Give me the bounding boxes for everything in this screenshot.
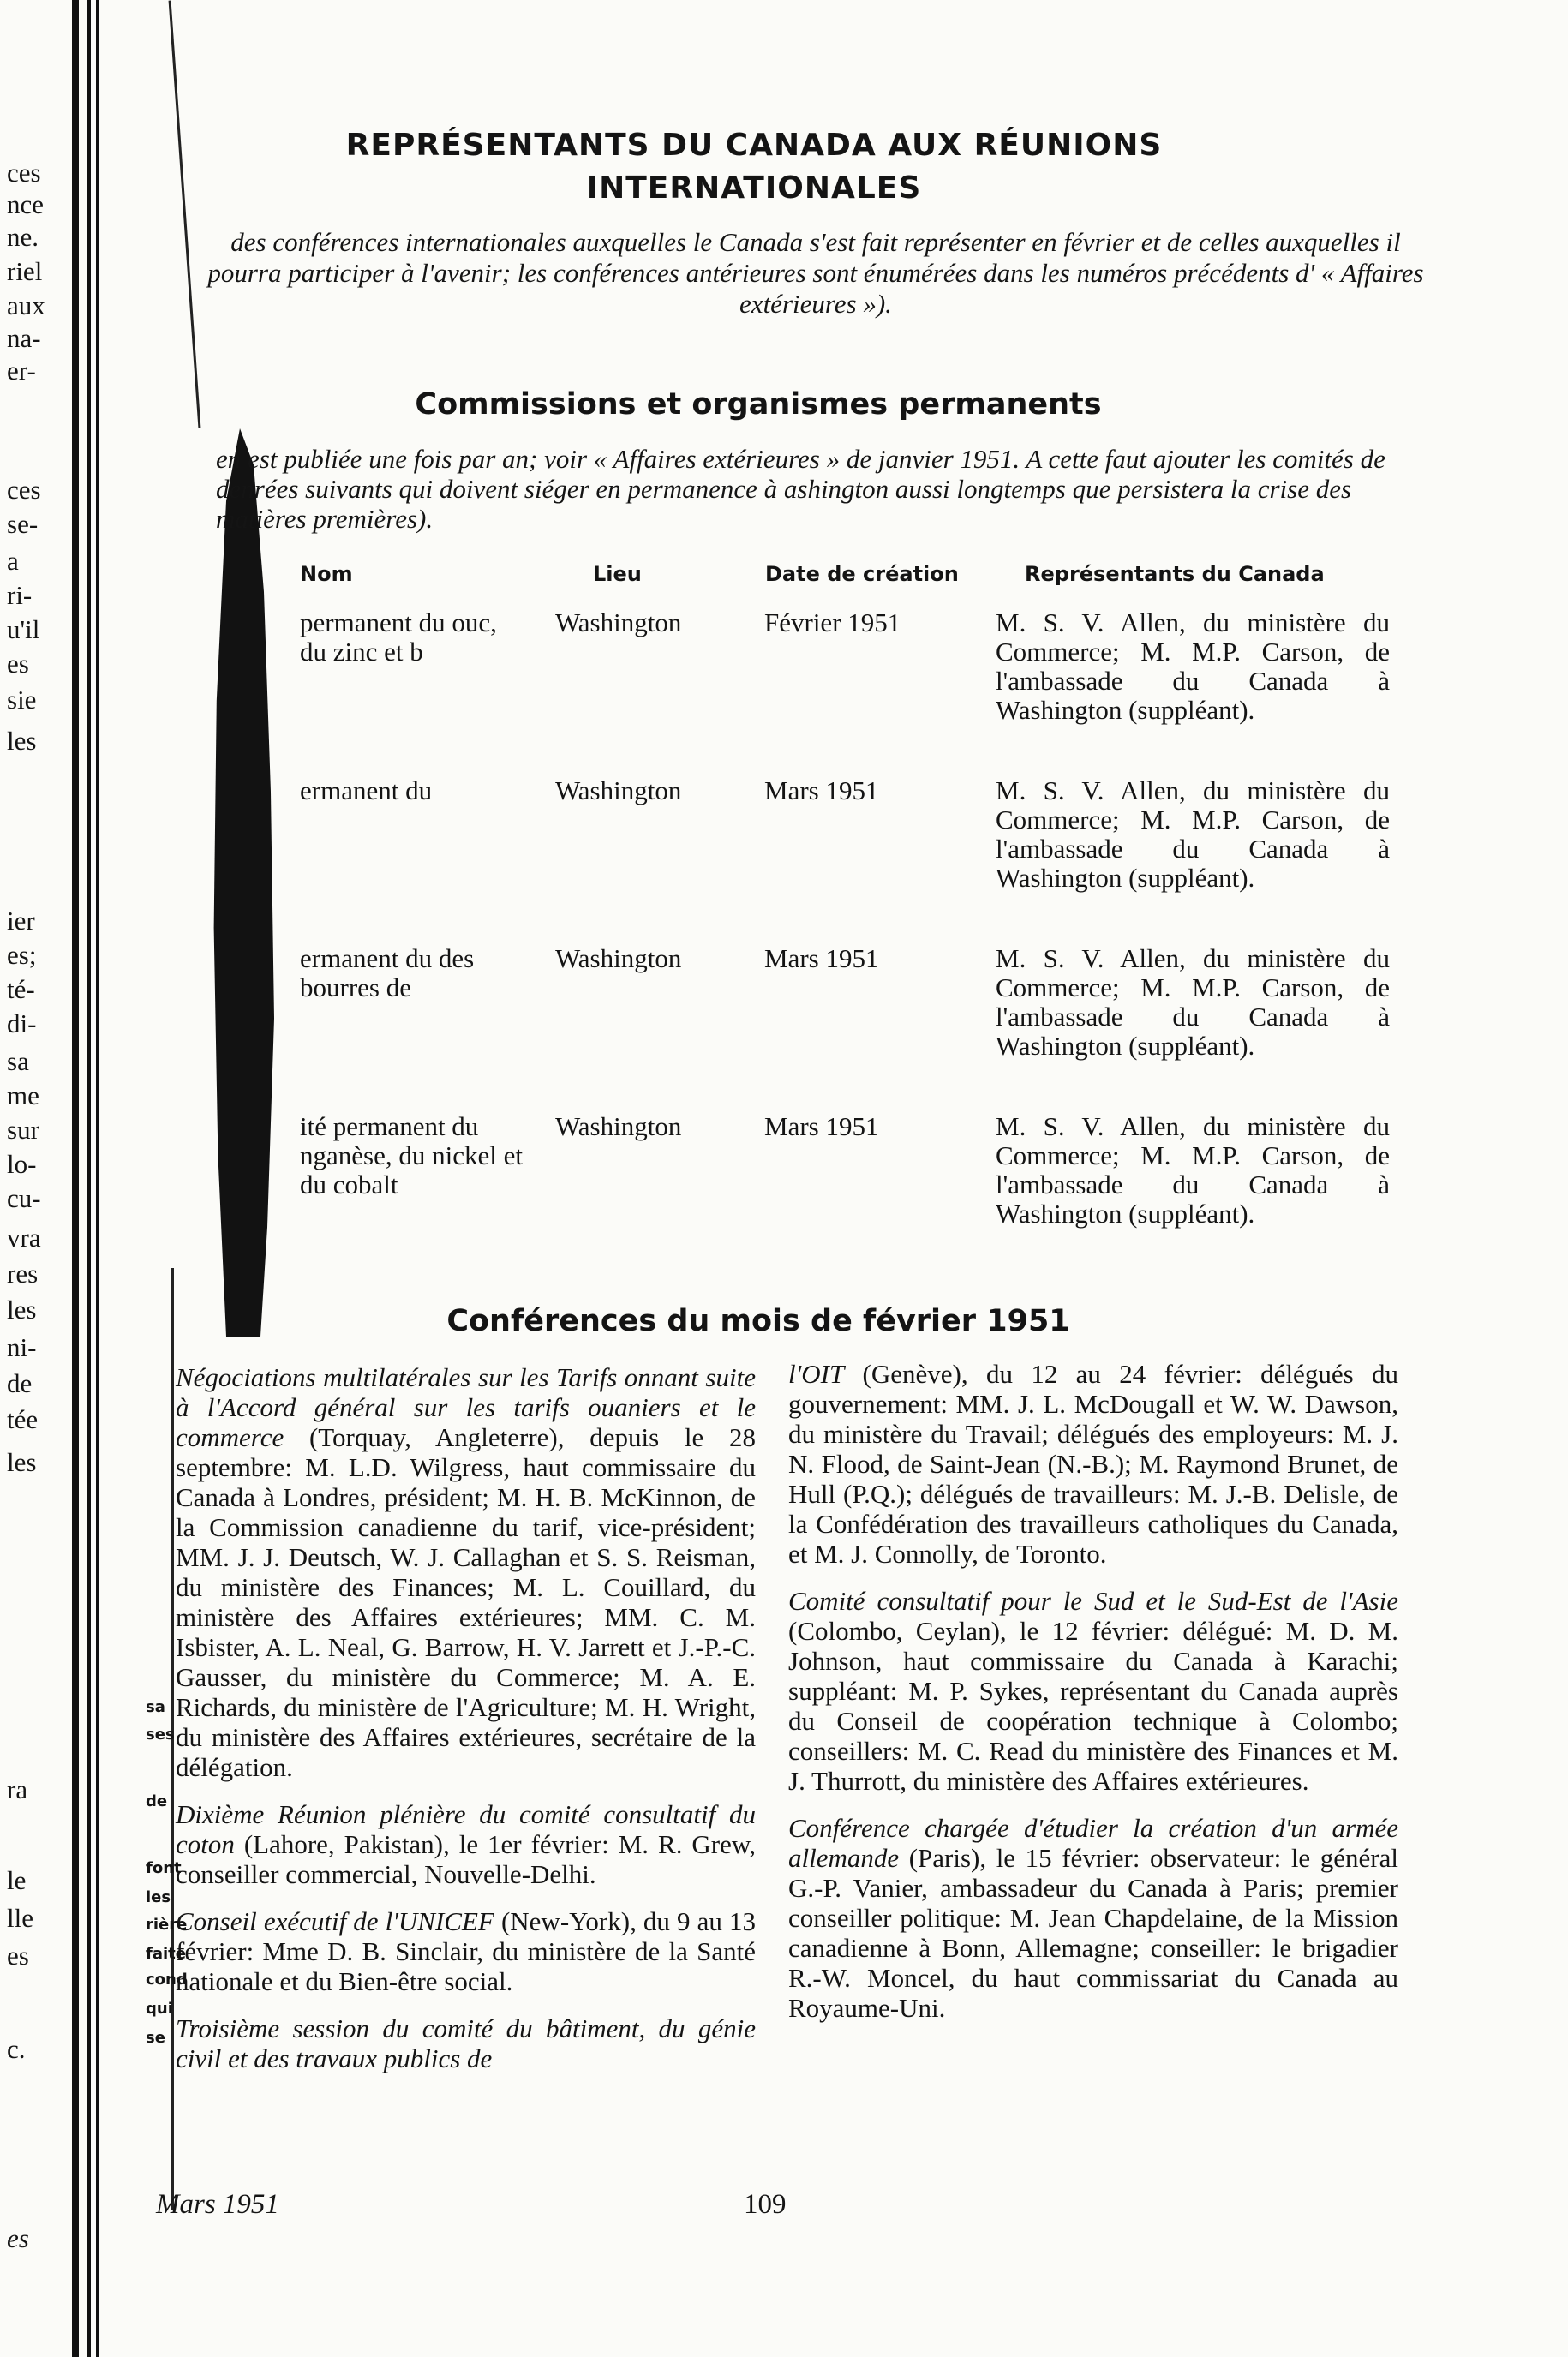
margin-fragment: a (7, 546, 19, 576)
margin-fragment: rière (146, 1916, 188, 1934)
margin-fragment: ier (7, 906, 35, 936)
conference-entry (176, 1799, 756, 1889)
torn-edge-line (169, 1, 201, 428)
table-cell-date: Mars 1951 (764, 775, 879, 805)
commissions-note: en est publiée une fois par an; voir « Affaires extérieures » de janvier 1951. A cette faut ajouter les comités de denrées suivants qui doivent siéger en permanence à ashington aussi longtemps que persistera la crise des matières premières). (216, 444, 1385, 534)
margin-fragment: c. (7, 2034, 26, 2064)
conference-name: Conseil exécutif de l'UNICEF (176, 1906, 494, 1936)
margin-fragment: les (7, 1447, 37, 1477)
margin-fragment: cu- (7, 1183, 41, 1213)
margin-fragment: cond (146, 1971, 188, 1989)
margin-fragment: es; (7, 940, 37, 970)
margin-fragment: ni- (7, 1332, 37, 1362)
margin-fragment: les (7, 726, 37, 756)
table-cell-nom: ermanent du (300, 775, 433, 805)
table-cell-representants: M. S. V. Allen, du ministère du Commerce; M. M.P. Carson, de l'ambassade du Canada à Washington (suppléant). (996, 775, 1390, 893)
margin-fragment: les (146, 1888, 171, 1906)
margin-fragment: de (7, 1368, 33, 1398)
conference-details: (Torquay, Angleterre), depuis le 28 septembre: M. L.D. Wilgress, haut commissaire du Canada à Londres, président; M. H. B. McKinnon, de la Commission canadienne du tarif, vice-président; MM. J. J. Deutsch, W. J. Callaghan et S. S. Reisman, du ministère des Finances; M. L. Couillard, du ministère des Affaires extérieures; MM. C. M. Isbister, A. L. Neal, G. Barrow, H. V. Jarrett et J.-P.-C. Gausser, du ministère du Commerce; M. A. E. Richards, du ministère de l'Agriculture; M. H. Wright, du ministère des Affaires extérieures, secrétaire de la délégation. (176, 1422, 756, 1782)
conference-details: (Colombo, Ceylan), le 12 février: délégué: M. D. M. Johnson, haut commissaire du Canada à Karachi; suppléant: M. P. Sykes, représentant du Canada auprès du Conseil de coopération technique à Colombo; conseillers: M. C. Read du ministère des Finances et M. J. Thurrott, du ministère des Affaires extérieures. (788, 1616, 1398, 1796)
margin-fragment: aux (7, 290, 45, 320)
margin-fragment: tée (7, 1404, 39, 1434)
binding-edge-bar (72, 0, 79, 2357)
margin-fragment: u'il (7, 614, 40, 644)
margin-fragment: qui (146, 2000, 173, 2018)
margin-fragment: ri- (7, 580, 33, 610)
margin-fragment: di- (7, 1008, 37, 1038)
table-cell-representants: M. S. V. Allen, du ministère du Commerce; M. M.P. Carson, de l'ambassade du Canada à Washington (suppléant). (996, 943, 1390, 1061)
table-cell-lieu: Washington (555, 1111, 682, 1141)
conference-name: Troisième session du comité du bâtiment, du génie civil et des travaux publics de (176, 2013, 756, 2073)
conferences-heading: Conférences du mois de février 1951 (446, 1304, 1070, 1338)
margin-fragment: font (146, 1859, 182, 1877)
column-header-nom: Nom (300, 562, 353, 586)
conference-name: Conférence chargée d'étudier la création d'un armée allemande (788, 1813, 1398, 1873)
conference-name: Comité consultatif pour le Sud et le Sud-Est de l'Asie (788, 1586, 1398, 1616)
table-cell-date: Février 1951 (764, 607, 901, 637)
margin-fragment: sa (7, 1046, 29, 1076)
conference-details: (Paris), le 15 février: observateur: le général G.-P. Vanier, ambassadeur du Canada à Paris; premier conseiller politique: M. Jean Chapdelaine, de la Mission canadienne à Bonn, Allemagne; conseiller: le brigadier R.-W. Moncel, du haut commissariat du Canada au Royaume-Uni. (788, 1843, 1398, 2023)
table-cell-nom: permanent du ouc, du zinc et b (300, 607, 497, 667)
margin-fragment: es (7, 649, 29, 679)
conference-name: Négociations multilatérales sur les Tarifs onnant suite à l'Accord général sur les tarifs ouaniers et le commerce (176, 1362, 756, 1452)
margin-fragment: es (7, 2223, 29, 2253)
conference-entry (176, 2013, 756, 2073)
conference-entry (788, 1359, 1398, 1569)
table-cell-representants: M. S. V. Allen, du ministère du Commerce; M. M.P. Carson, de l'ambassade du Canada à Washington (suppléant). (996, 1111, 1390, 1229)
torn-page-shadow (212, 428, 281, 1337)
margin-fragment: le (7, 1865, 27, 1895)
conference-details: (New-York), du 9 au 13 février: Mme D. B. Sinclair, du ministère de la Santé nationale et du Bien-être social. (176, 1906, 756, 1996)
margin-fragment: lle (7, 1903, 33, 1933)
conference-entry (176, 1906, 756, 1996)
page-number: 109 (744, 2189, 787, 2220)
table-cell-lieu: Washington (555, 775, 682, 805)
commissions-heading: Commissions et organismes permanents (415, 387, 1102, 422)
column-header-representants: Représentants du Canada (1025, 562, 1325, 586)
intro-paragraph: des conférences internationales auxquelles le Canada s'est fait représenter en février et de celles auxquelles il pourra participer à l'avenir; les conférences antérieures sont énumérées dans les numéros précédents d' « Affaires extérieures »). (207, 227, 1424, 319)
conference-details: (Lahore, Pakistan), le 1er février: M. R. Grew, conseiller commercial, Nouvelle-Delhi. (176, 1829, 756, 1889)
conference-entry (788, 1813, 1398, 2023)
margin-fragment: faite (146, 1945, 186, 1963)
margin-fragment: té- (7, 974, 35, 1004)
conference-name: Dixième Réunion plénière du comité consultatif du coton (176, 1799, 756, 1859)
binding-edge-bar (87, 0, 91, 2357)
margin-fragment: de (146, 1792, 168, 1810)
margin-fragment: ses (146, 1726, 175, 1744)
margin-fragment: na- (7, 323, 41, 353)
conferences-left-column (176, 1362, 756, 2091)
margin-fragment: ces (7, 158, 41, 188)
table-cell-date: Mars 1951 (764, 943, 879, 973)
table-cell-nom: ité permanent du nganèse, du nickel et du cobalt (300, 1111, 523, 1199)
column-header-date: Date de création (765, 562, 959, 586)
margin-fragment: me (7, 1080, 39, 1110)
margin-fragment: se (146, 2029, 165, 2047)
margin-fragment: les (7, 1295, 37, 1325)
conference-name: l'OIT (788, 1359, 845, 1389)
table-cell-lieu: Washington (555, 943, 682, 973)
margin-fragment: er- (7, 356, 36, 386)
table-cell-representants: M. S. V. Allen, du ministère du Commerce; M. M.P. Carson, de l'ambassade du Canada à Washington (suppléant). (996, 607, 1390, 725)
margin-fragment: sa (146, 1698, 165, 1716)
margin-fragment: vra (7, 1223, 41, 1253)
margin-fragment: nce (7, 189, 45, 219)
margin-fragment: sie (7, 685, 37, 715)
margin-fragment: riel (7, 256, 43, 286)
table-cell-nom: ermanent du des bourres de (300, 943, 475, 1002)
margin-fragment: ra (7, 1774, 28, 1804)
conference-entry (176, 1362, 756, 1782)
margin-fragment: sur (7, 1115, 39, 1145)
table-cell-lieu: Washington (555, 607, 682, 637)
column-header-lieu: Lieu (593, 562, 642, 586)
conference-details: (Genève), du 12 au 24 février: délégués du gouvernement: MM. J. L. McDougall et W. W. Dawson, du ministère du Travail; délégués des employeurs: M. J. N. Flood, de Saint-Jean (N.-B.); M. Raymond Brunet, de Hull (P.Q.); délégués de travailleurs: M. J.-B. Delisle, de la Confédération des travailleurs catholiques du Canada, et M. J. Connolly, de Toronto. (788, 1359, 1398, 1569)
margin-fragment: ne. (7, 222, 39, 252)
margin-fragment: se- (7, 509, 39, 539)
margin-fragment: ces (7, 475, 41, 505)
conference-entry (788, 1586, 1398, 1796)
margin-fragment: res (7, 1259, 39, 1289)
margin-fragment: lo- (7, 1149, 37, 1179)
conferences-right-column (788, 1359, 1398, 2040)
binding-edge-bar (96, 0, 99, 2357)
margin-fragment: es (7, 1941, 29, 1971)
table-cell-date: Mars 1951 (764, 1111, 879, 1141)
footer-date: Mars 1951 (156, 2189, 279, 2220)
page-title: REPRÉSENTANTS DU CANADA AUX RÉUNIONS INTERNATIONALES (345, 128, 1163, 206)
